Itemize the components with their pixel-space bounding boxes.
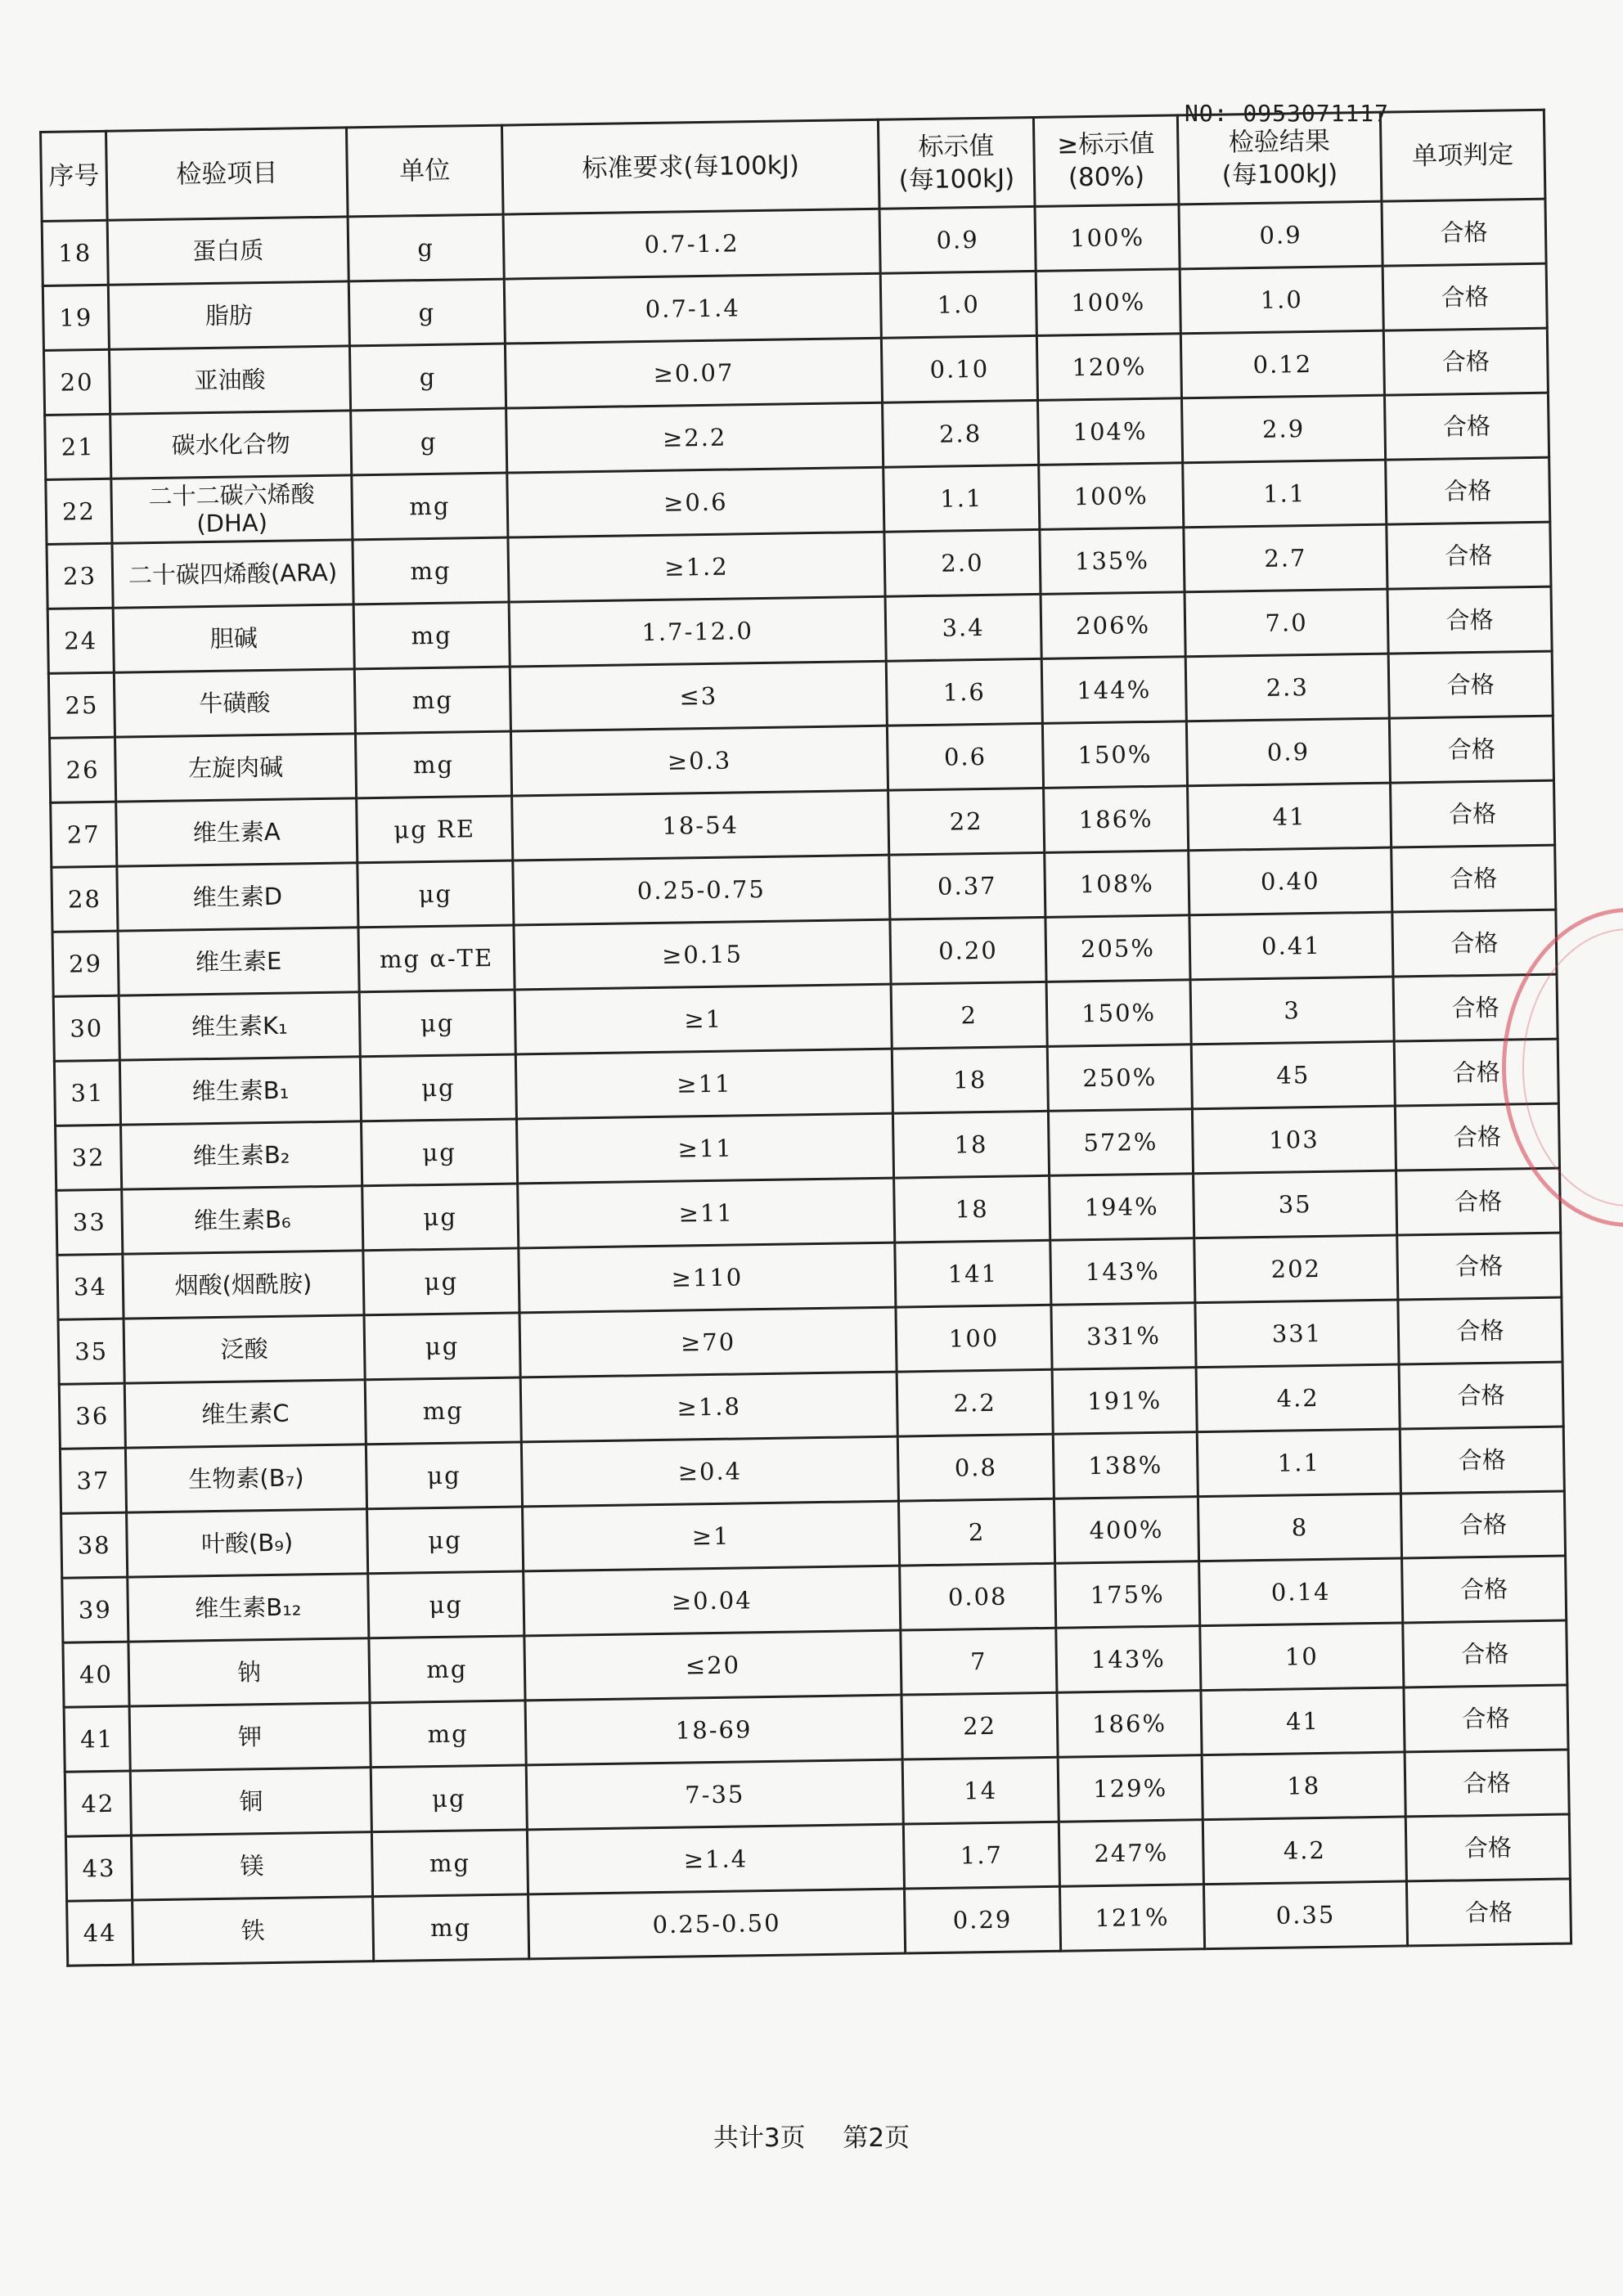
cell-item xyxy=(111,475,353,543)
cell-result: 1.1 xyxy=(1183,460,1387,528)
cell-label-value: 0.8 xyxy=(897,1434,1054,1501)
cell-ratio: 104% xyxy=(1038,398,1183,465)
cell-item: 叶酸(B₉) xyxy=(127,1509,368,1577)
cell-verdict: 合格 xyxy=(1398,1297,1562,1364)
cell-label-value: 3.4 xyxy=(885,594,1041,661)
cell-ratio: 129% xyxy=(1058,1755,1203,1822)
cell-label-value: 18 xyxy=(892,1046,1048,1113)
cell-unit: g xyxy=(351,408,507,475)
cell-standard: ≥0.6 xyxy=(507,467,884,537)
cell-index: 31 xyxy=(54,1060,120,1126)
current-page: 第2页 xyxy=(843,2123,910,2153)
cell-label-value: 1.7 xyxy=(903,1822,1059,1889)
cell-result: 1.1 xyxy=(1197,1429,1400,1497)
cell-item: 维生素C xyxy=(124,1380,366,1448)
cell-unit: μg xyxy=(363,1248,519,1315)
cell-index: 33 xyxy=(56,1189,123,1255)
cell-ratio: 100% xyxy=(1039,463,1184,530)
cell-unit: mg xyxy=(371,1830,528,1897)
cell-ratio: 247% xyxy=(1059,1820,1203,1887)
cell-unit: μg xyxy=(368,1571,524,1638)
cell-label-value: 18 xyxy=(894,1175,1050,1242)
cell-index: 25 xyxy=(48,672,115,738)
cell-verdict: 合格 xyxy=(1397,1233,1562,1300)
cell-label-value: 100 xyxy=(896,1305,1052,1372)
cell-index: 38 xyxy=(61,1512,128,1578)
cell-result: 1.0 xyxy=(1180,266,1383,334)
cell-index: 37 xyxy=(60,1448,126,1513)
cell-ratio: 331% xyxy=(1051,1303,1196,1370)
table-body xyxy=(42,199,1571,1966)
header-label-value-line2: (每100kJ) xyxy=(898,164,1015,195)
cell-standard: ≥1.4 xyxy=(527,1824,904,1894)
cell-result: 3 xyxy=(1190,977,1394,1045)
cell-item: 镁 xyxy=(131,1832,372,1900)
cell-index: 41 xyxy=(64,1706,130,1772)
header-result-line2: (每100kJ) xyxy=(1221,159,1338,191)
cell-standard: ≥0.15 xyxy=(514,919,891,990)
cell-standard: 0.25-0.75 xyxy=(513,855,890,925)
cell-result: 8 xyxy=(1198,1494,1401,1561)
total-pages: 共计3页 xyxy=(713,2123,806,2153)
cell-index: 26 xyxy=(50,737,116,802)
cell-result: 2.3 xyxy=(1185,654,1389,721)
cell-verdict: 合格 xyxy=(1386,457,1550,524)
cell-ratio: 108% xyxy=(1045,851,1189,918)
results-sheet xyxy=(39,109,1570,1967)
cell-item-line1: 二十二碳六烯酸 xyxy=(148,480,315,511)
cell-verdict: 合格 xyxy=(1382,263,1547,330)
cell-verdict: 合格 xyxy=(1395,1103,1559,1170)
cell-result: 202 xyxy=(1194,1235,1398,1303)
cell-unit: g xyxy=(348,214,504,281)
cell-ratio: 175% xyxy=(1055,1561,1200,1629)
cell-index: 34 xyxy=(57,1254,124,1319)
cell-ratio: 100% xyxy=(1035,204,1180,272)
cell-result: 0.9 xyxy=(1186,718,1390,786)
cell-unit: mg xyxy=(353,537,509,604)
cell-ratio: 194% xyxy=(1050,1174,1194,1241)
cell-unit: μg xyxy=(357,860,514,928)
cell-verdict: 合格 xyxy=(1406,1879,1571,1946)
header-standard: 标准要求(每100kJ) xyxy=(501,119,879,214)
cell-standard: ≥0.04 xyxy=(524,1566,901,1636)
cell-ratio: 138% xyxy=(1053,1432,1198,1499)
cell-ratio: 100% xyxy=(1036,269,1180,336)
cell-item: 牛磺酸 xyxy=(114,669,355,737)
cell-verdict: 合格 xyxy=(1391,845,1556,912)
cell-index: 23 xyxy=(47,543,113,609)
cell-item: 二十碳四烯酸(ARA) xyxy=(112,540,353,608)
cell-standard: ≥0.3 xyxy=(510,726,888,796)
cell-result: 0.41 xyxy=(1189,912,1393,980)
cell-item: 铁 xyxy=(133,1897,374,1965)
cell-ratio: 150% xyxy=(1046,980,1191,1047)
results-table xyxy=(39,109,1572,1967)
header-label-value xyxy=(878,117,1035,209)
cell-standard: ≥0.07 xyxy=(505,338,882,408)
cell-standard: 7-35 xyxy=(526,1759,903,1830)
cell-unit: μg xyxy=(359,990,515,1057)
cell-unit: g xyxy=(349,344,506,411)
cell-item: 亚油酸 xyxy=(109,346,350,414)
cell-verdict: 合格 xyxy=(1404,1685,1568,1752)
cell-index: 40 xyxy=(63,1642,129,1707)
cell-item: 维生素B₂ xyxy=(121,1121,362,1189)
cell-unit: mg xyxy=(365,1377,521,1445)
cell-result: 4.2 xyxy=(1196,1364,1400,1432)
cell-ratio: 120% xyxy=(1036,334,1181,401)
cell-item: 泛酸 xyxy=(124,1315,365,1383)
cell-standard: ≤20 xyxy=(524,1630,901,1701)
cell-item: 钠 xyxy=(128,1638,370,1706)
cell-standard: ≥11 xyxy=(518,1178,895,1248)
cell-verdict: 合格 xyxy=(1403,1620,1567,1687)
cell-standard: ≥2.2 xyxy=(506,402,883,473)
cell-result: 35 xyxy=(1194,1170,1397,1238)
cell-verdict: 合格 xyxy=(1383,328,1548,395)
cell-item: 生物素(B₇) xyxy=(125,1445,366,1512)
cell-item: 维生素D xyxy=(117,863,358,931)
cell-verdict: 合格 xyxy=(1394,1039,1558,1106)
cell-verdict: 合格 xyxy=(1389,716,1553,783)
cell-index: 19 xyxy=(43,285,109,350)
cell-item: 钾 xyxy=(129,1703,371,1771)
cell-index: 43 xyxy=(65,1835,132,1901)
cell-unit: μg xyxy=(366,1442,522,1509)
cell-label-value: 0.29 xyxy=(904,1886,1060,1953)
cell-item: 胆碱 xyxy=(113,604,354,672)
cell-unit: mg xyxy=(355,731,511,798)
cell-label-value: 1.0 xyxy=(880,271,1036,338)
header-item: 检验项目 xyxy=(106,128,348,220)
cell-label-value: 2.8 xyxy=(883,400,1039,467)
cell-item: 维生素B₆ xyxy=(122,1186,363,1254)
cell-result: 331 xyxy=(1195,1300,1399,1368)
cell-label-value: 22 xyxy=(888,788,1045,855)
cell-verdict: 合格 xyxy=(1393,974,1558,1041)
cell-result: 103 xyxy=(1192,1106,1396,1174)
cell-label-value: 7 xyxy=(901,1628,1057,1695)
cell-verdict: 合格 xyxy=(1387,586,1552,654)
cell-item: 维生素A xyxy=(116,798,357,866)
cell-unit: μg xyxy=(362,1184,519,1251)
cell-ratio: 150% xyxy=(1042,721,1187,789)
cell-unit: μg xyxy=(362,1119,518,1186)
cell-ratio: 121% xyxy=(1059,1885,1204,1952)
cell-ratio: 135% xyxy=(1040,528,1185,595)
cell-index: 44 xyxy=(67,1900,133,1966)
cell-verdict: 合格 xyxy=(1392,910,1557,977)
cell-index: 32 xyxy=(56,1125,122,1190)
cell-unit: mg xyxy=(352,473,508,540)
cell-result: 0.14 xyxy=(1199,1558,1403,1626)
cell-standard: 0.25-0.50 xyxy=(528,1889,906,1959)
cell-label-value: 2 xyxy=(891,982,1047,1049)
cell-standard: 1.7-12.0 xyxy=(509,596,886,667)
cell-verdict: 合格 xyxy=(1384,393,1549,460)
cell-unit: mg xyxy=(373,1894,529,1961)
cell-result: 2.9 xyxy=(1182,395,1386,463)
cell-unit: μg xyxy=(367,1507,524,1574)
cell-item: 维生素B₁₂ xyxy=(128,1574,369,1642)
cell-label-value: 2.2 xyxy=(897,1369,1053,1436)
header-result xyxy=(1177,112,1382,204)
cell-verdict: 合格 xyxy=(1399,1362,1563,1429)
cell-label-value: 141 xyxy=(895,1240,1051,1307)
cell-label-value: 0.20 xyxy=(890,917,1046,984)
cell-standard: ≥1.2 xyxy=(508,532,885,602)
cell-index: 39 xyxy=(62,1577,128,1642)
cell-index: 28 xyxy=(52,866,118,932)
cell-result: 0.35 xyxy=(1203,1881,1407,1949)
cell-item-line2: (DHA) xyxy=(196,508,268,538)
cell-verdict: 合格 xyxy=(1382,199,1546,266)
cell-item: 维生素B₁ xyxy=(119,1057,361,1125)
cell-index: 35 xyxy=(58,1319,124,1384)
cell-ratio: 186% xyxy=(1044,786,1189,853)
cell-unit: mg xyxy=(370,1701,526,1768)
cell-result: 0.12 xyxy=(1180,330,1384,398)
report-number: NO: 0953071117 xyxy=(1185,100,1390,127)
cell-label-value: 0.08 xyxy=(900,1563,1056,1630)
cell-ratio: 400% xyxy=(1054,1497,1198,1564)
cell-item: 碳水化合物 xyxy=(110,411,352,479)
cell-standard: ≥70 xyxy=(519,1307,897,1377)
cell-result: 7.0 xyxy=(1185,589,1388,657)
cell-standard: ≥110 xyxy=(519,1242,896,1313)
cell-ratio: 186% xyxy=(1057,1691,1202,1758)
header-label-ratio-line2: (80%) xyxy=(1068,161,1145,193)
cell-result: 41 xyxy=(1188,783,1391,851)
cell-ratio: 572% xyxy=(1048,1109,1193,1176)
cell-unit: μg xyxy=(360,1054,516,1121)
cell-index: 21 xyxy=(45,414,111,479)
cell-standard: 18-54 xyxy=(512,790,889,860)
cell-unit: mg α-TE xyxy=(358,925,515,992)
cell-index: 27 xyxy=(51,802,117,867)
cell-label-value: 14 xyxy=(902,1757,1059,1824)
cell-ratio: 205% xyxy=(1045,915,1190,982)
cell-index: 18 xyxy=(42,220,108,285)
cell-label-value: 2.0 xyxy=(884,529,1041,596)
cell-unit: g xyxy=(348,279,505,346)
cell-label-value: 0.6 xyxy=(887,723,1043,790)
cell-label-value: 0.10 xyxy=(881,335,1037,402)
cell-verdict: 合格 xyxy=(1388,651,1553,718)
cell-verdict: 合格 xyxy=(1402,1556,1567,1623)
cell-index: 36 xyxy=(59,1383,125,1449)
cell-ratio: 206% xyxy=(1041,592,1185,659)
cell-standard: ≥1.8 xyxy=(520,1372,897,1442)
cell-unit: μg RE xyxy=(357,796,513,863)
cell-label-value: 1.1 xyxy=(883,465,1040,532)
cell-index: 30 xyxy=(53,995,119,1061)
cell-standard: ≥11 xyxy=(516,1113,893,1184)
cell-verdict: 合格 xyxy=(1400,1427,1564,1494)
cell-result: 41 xyxy=(1201,1687,1405,1755)
cell-verdict: 合格 xyxy=(1400,1491,1565,1558)
cell-unit: mg xyxy=(354,667,510,734)
cell-standard: 0.7-1.4 xyxy=(504,273,881,344)
cell-verdict: 合格 xyxy=(1391,780,1555,847)
cell-verdict: 合格 xyxy=(1405,1814,1570,1881)
cell-verdict: 合格 xyxy=(1387,522,1551,589)
cell-standard: 18-69 xyxy=(525,1695,902,1765)
cell-label-value: 2 xyxy=(898,1498,1054,1566)
cell-item: 脂肪 xyxy=(108,281,349,349)
page-footer xyxy=(0,2117,1623,2154)
cell-label-value: 18 xyxy=(892,1111,1049,1178)
cell-item: 维生素K₁ xyxy=(119,992,360,1060)
cell-item: 铜 xyxy=(130,1768,371,1835)
cell-index: 20 xyxy=(43,349,110,415)
header-unit: 单位 xyxy=(346,125,503,217)
cell-item: 烟酸(烟酰胺) xyxy=(123,1251,364,1319)
cell-item: 维生素E xyxy=(118,928,359,995)
cell-verdict: 合格 xyxy=(1396,1168,1561,1235)
cell-ratio: 143% xyxy=(1056,1626,1201,1693)
header-verdict: 单项判定 xyxy=(1380,110,1545,201)
header-label-ratio xyxy=(1033,115,1179,207)
cell-standard: ≤3 xyxy=(510,661,887,731)
cell-index: 42 xyxy=(65,1771,131,1836)
header-index: 序号 xyxy=(41,131,108,221)
cell-result: 4.2 xyxy=(1203,1817,1406,1885)
cell-ratio: 144% xyxy=(1041,657,1186,724)
cell-standard: 0.7-1.2 xyxy=(503,209,880,279)
cell-ratio: 191% xyxy=(1052,1368,1197,1435)
cell-index: 24 xyxy=(47,608,114,673)
cell-result: 10 xyxy=(1200,1623,1404,1691)
cell-standard: ≥0.4 xyxy=(521,1436,898,1507)
cell-ratio: 143% xyxy=(1050,1238,1195,1305)
cell-result: 2.7 xyxy=(1184,524,1387,592)
cell-index: 29 xyxy=(52,931,119,996)
cell-unit: mg xyxy=(369,1636,525,1703)
cell-label-value: 0.9 xyxy=(879,206,1036,273)
cell-unit: mg xyxy=(353,602,510,669)
header-label-ratio-line1: ≥标示值 xyxy=(1057,128,1155,160)
cell-index: 22 xyxy=(46,479,112,544)
cell-result: 18 xyxy=(1202,1752,1405,1820)
cell-standard: ≥1 xyxy=(523,1501,900,1571)
header-result-line1: 检验结果 xyxy=(1228,126,1331,158)
cell-verdict: 合格 xyxy=(1405,1750,1569,1817)
cell-label-value: 0.37 xyxy=(889,852,1045,919)
cell-unit: μg xyxy=(364,1313,520,1380)
cell-standard: ≥11 xyxy=(515,1049,892,1119)
cell-ratio: 250% xyxy=(1047,1045,1192,1112)
cell-result: 0.40 xyxy=(1189,847,1392,915)
cell-standard: ≥1 xyxy=(515,984,892,1054)
cell-result: 45 xyxy=(1191,1041,1395,1109)
cell-label-value: 1.6 xyxy=(886,658,1042,726)
cell-item: 左旋肉碱 xyxy=(115,734,357,802)
cell-unit: μg xyxy=(371,1765,527,1832)
cell-item: 蛋白质 xyxy=(107,217,348,285)
cell-result: 0.9 xyxy=(1179,201,1382,269)
cell-label-value: 22 xyxy=(901,1692,1058,1759)
header-label-value-line1: 标示值 xyxy=(918,131,995,163)
